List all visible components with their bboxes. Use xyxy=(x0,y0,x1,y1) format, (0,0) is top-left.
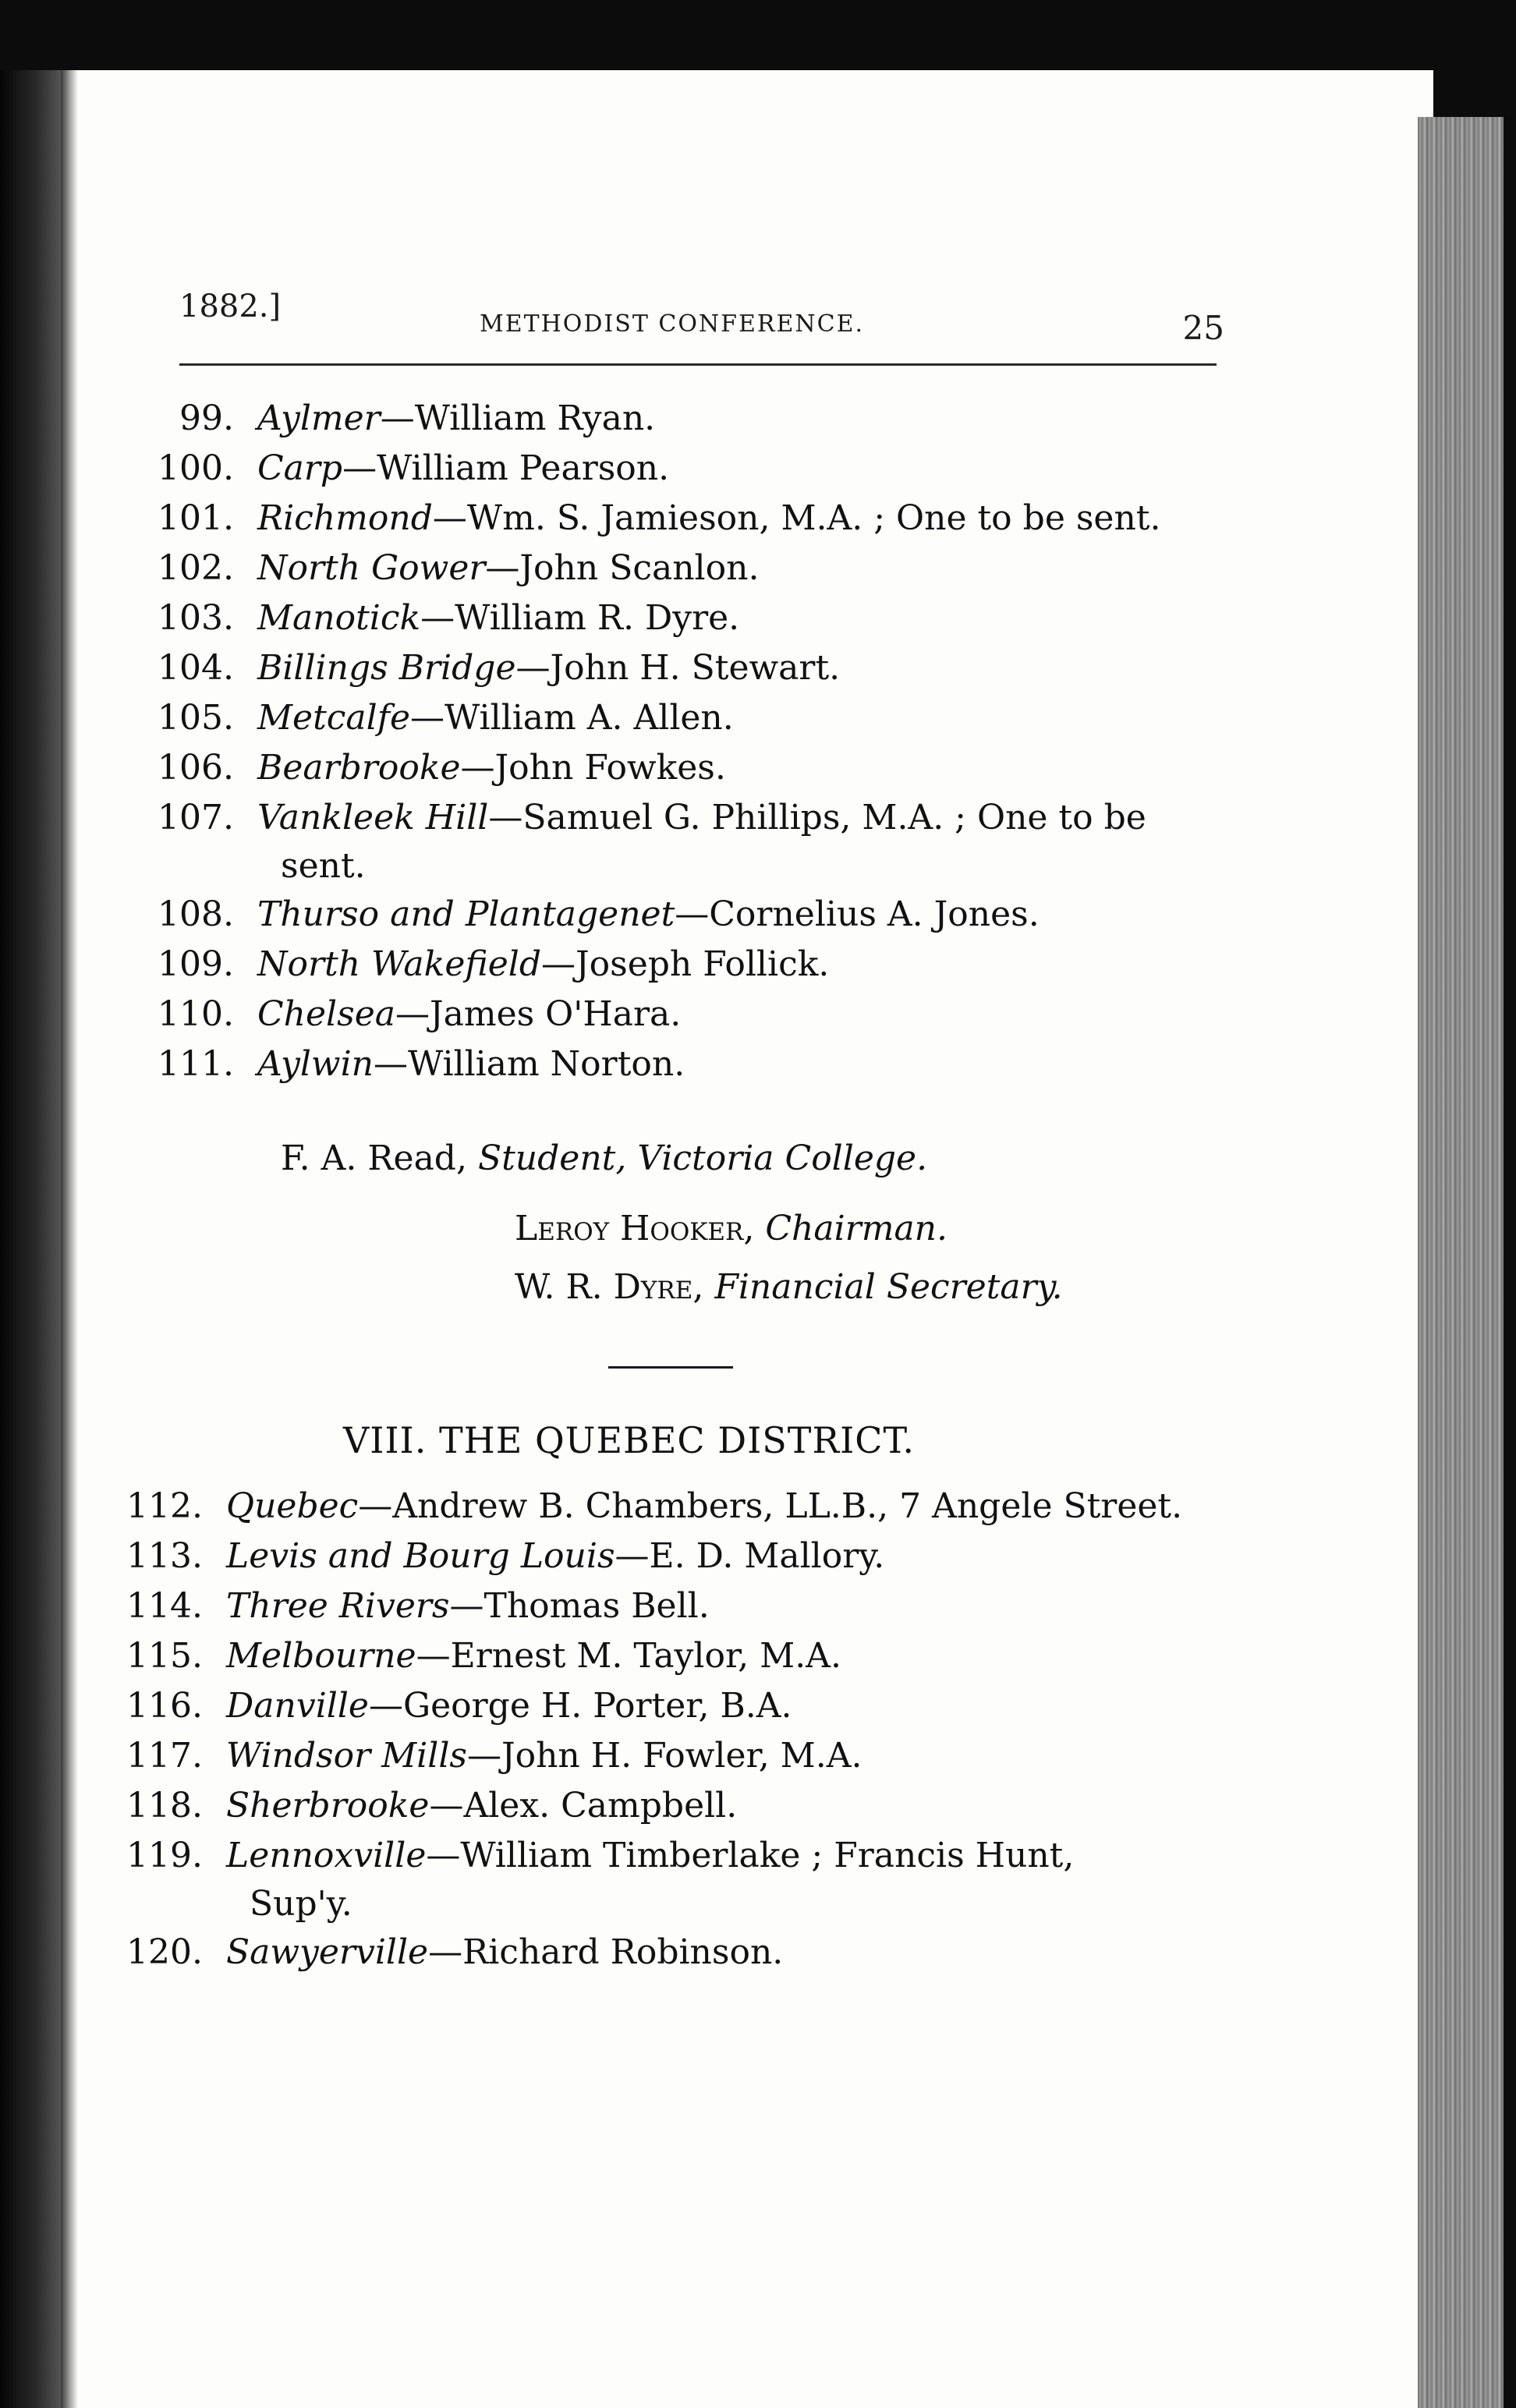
entry-continuation: sent. xyxy=(281,846,366,886)
list-item xyxy=(156,793,1248,843)
entry-text: —Andrew B. Chambers, LL.B., 7 Angele Street. xyxy=(358,1486,1183,1526)
list-item xyxy=(156,693,1248,743)
list-item xyxy=(156,940,1248,990)
entry-number: 119. xyxy=(126,1836,203,1875)
list-item xyxy=(156,544,1248,593)
page-gutter-shadow xyxy=(61,70,78,2408)
entry-text: —William R. Dyre. xyxy=(420,598,740,638)
entry-place: Aylwin xyxy=(257,1044,374,1084)
section-heading: VIII. THE QUEBEC DISTRICT. xyxy=(343,1419,916,1461)
list-item xyxy=(125,1681,1217,1731)
entry-number: 103. xyxy=(158,598,234,638)
entry-text: —John H. Fowler, M.A. xyxy=(466,1736,862,1776)
entry-place: Vankleek Hill xyxy=(257,798,489,837)
header-title: METHODIST CONFERENCE. xyxy=(480,310,865,338)
entry-place: North Gower xyxy=(257,548,486,588)
entry-place: Chelsea xyxy=(257,994,395,1034)
entry-text: —William Norton. xyxy=(374,1044,685,1084)
list-item xyxy=(125,1482,1217,1532)
entry-text: —James O'Hara. xyxy=(395,994,682,1034)
page-fore-edge xyxy=(1418,117,1504,2408)
list-item xyxy=(156,394,1248,444)
entry-place: Levis and Bourg Louis xyxy=(226,1536,615,1576)
chairman-name: Leroy Hooker, xyxy=(515,1209,755,1248)
book-gutter xyxy=(0,70,61,2408)
entry-place: Sherbrooke xyxy=(226,1786,430,1825)
entry-place: Aylmer xyxy=(257,398,381,438)
entry-text: —William A. Allen. xyxy=(410,698,734,738)
entry-place: Three Rivers xyxy=(226,1586,450,1626)
list-item xyxy=(156,643,1248,693)
secretary-signature xyxy=(515,1267,1063,1307)
list-item xyxy=(156,444,1248,494)
entry-number: 104. xyxy=(158,648,234,688)
entry-place: Thurso and Plantagenet xyxy=(257,894,675,934)
entry-text: —E. D. Mallory. xyxy=(615,1536,885,1576)
entry-number: 106. xyxy=(158,748,234,788)
list-item xyxy=(156,494,1248,544)
entry-text: —Thomas Bell. xyxy=(449,1586,710,1626)
entry-text: —John Fowkes. xyxy=(460,748,726,788)
running-head xyxy=(179,281,1224,374)
ottawa-district-list xyxy=(156,394,1248,1089)
entry-continuation: Sup'y. xyxy=(250,1884,352,1924)
entry-text: —John H. Stewart. xyxy=(515,648,841,688)
entry-text: —John Scanlon. xyxy=(485,548,760,588)
list-item xyxy=(125,1831,1217,1881)
entry-number: 113. xyxy=(126,1536,203,1576)
entry-place: Richmond xyxy=(257,498,433,538)
entry-text: —Joseph Follick. xyxy=(541,944,830,984)
entry-number: 109. xyxy=(158,944,234,984)
entry-place: Manotick xyxy=(257,598,421,638)
entry-number: 117. xyxy=(126,1736,203,1776)
secretary-name: W. R. Dyre, xyxy=(515,1267,704,1307)
entry-number: 100. xyxy=(158,448,234,488)
secretary-role: Financial Secretary. xyxy=(714,1267,1063,1307)
list-item xyxy=(125,1532,1217,1581)
entry-text: —Richard Robinson. xyxy=(428,1932,784,1972)
chairman-signature xyxy=(515,1209,947,1248)
entry-text: —William Timberlake ; Francis Hunt, xyxy=(426,1836,1075,1875)
list-item xyxy=(156,743,1248,793)
entry-number: 101. xyxy=(158,498,234,538)
entry-number: 115. xyxy=(126,1636,203,1676)
header-year: 1882.] xyxy=(179,289,282,324)
entry-number: 105. xyxy=(158,698,234,738)
list-item xyxy=(156,890,1248,940)
list-item xyxy=(156,990,1248,1039)
entry-number: 116. xyxy=(126,1686,203,1726)
entry-number: 107. xyxy=(158,798,234,837)
entry-number: 102. xyxy=(158,548,234,588)
entry-place: Melbourne xyxy=(226,1636,416,1676)
entry-number: 108. xyxy=(158,894,234,934)
student-name: F. A. Read, xyxy=(281,1138,467,1178)
entry-place: Carp xyxy=(257,448,343,488)
list-item xyxy=(125,1731,1217,1781)
list-item xyxy=(125,1781,1217,1831)
entry-text: —William Pearson. xyxy=(342,448,670,488)
student-line xyxy=(281,1138,927,1178)
entry-number: 118. xyxy=(126,1786,203,1825)
entry-number: 114. xyxy=(126,1586,203,1626)
student-role: Student, Victoria College. xyxy=(477,1138,928,1178)
list-item xyxy=(156,593,1248,643)
page-number: 25 xyxy=(1182,309,1224,347)
entry-place: Lennoxville xyxy=(226,1836,427,1875)
entry-number: 111. xyxy=(158,1044,234,1084)
entry-text: —William Ryan. xyxy=(380,398,656,438)
entry-text: —Alex. Campbell. xyxy=(429,1786,738,1825)
entry-text: —Wm. S. Jamieson, M.A. ; One to be sent. xyxy=(432,498,1161,538)
list-item xyxy=(125,1928,1217,1978)
entry-place: Quebec xyxy=(226,1486,359,1526)
entry-place: Billings Bridge xyxy=(257,648,516,688)
entry-text: —Samuel G. Phillips, M.A. ; One to be xyxy=(488,798,1146,837)
entry-text: —George H. Porter, B.A. xyxy=(368,1686,792,1726)
section-divider xyxy=(608,1366,733,1369)
list-item xyxy=(125,1581,1217,1631)
list-item xyxy=(156,1039,1248,1089)
entry-place: Bearbrooke xyxy=(257,748,461,788)
entry-text: —Ernest M. Taylor, M.A. xyxy=(416,1636,841,1676)
entry-place: Sawyerville xyxy=(226,1932,429,1972)
header-rule xyxy=(179,363,1217,366)
entry-number: 120. xyxy=(126,1932,203,1972)
entry-number: 110. xyxy=(158,994,234,1034)
entry-place: North Wakefield xyxy=(257,944,541,984)
entry-place: Danville xyxy=(226,1686,369,1726)
entry-place: Metcalfe xyxy=(257,698,411,738)
list-item xyxy=(125,1631,1217,1681)
entry-place: Windsor Mills xyxy=(226,1736,467,1776)
entry-text: —Cornelius A. Jones. xyxy=(675,894,1040,934)
quebec-district-list xyxy=(125,1482,1217,1978)
chairman-role: Chairman. xyxy=(765,1209,947,1248)
entry-number: 112. xyxy=(126,1486,203,1526)
entry-number: 99. xyxy=(179,398,234,438)
